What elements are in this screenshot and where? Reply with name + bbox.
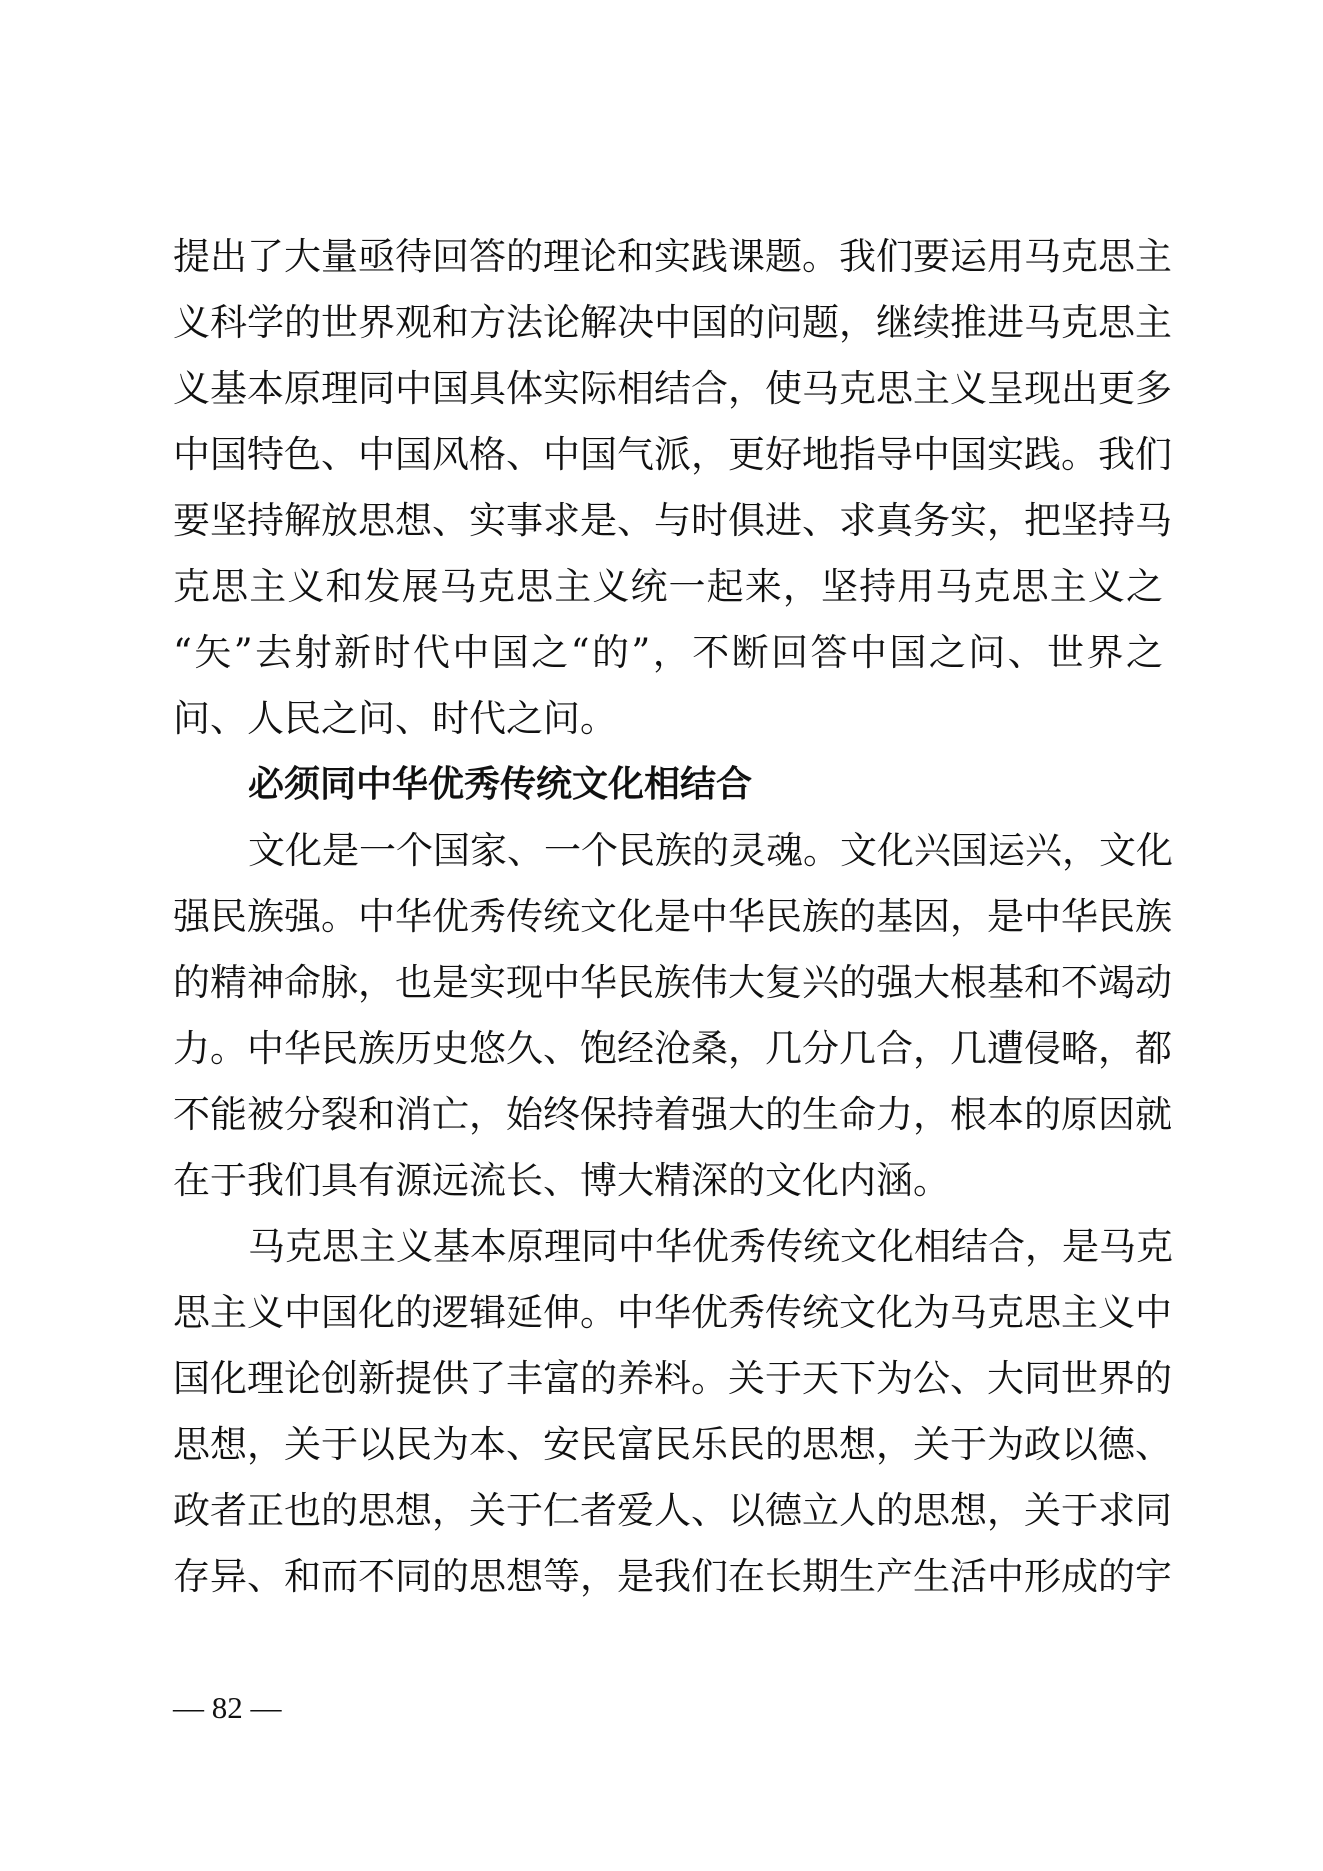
text-line: 中国特色、中国风格、中国气派，更好地指导中国实践。我们 [173,433,1172,476]
text-line: 的精神命脉，也是实现中华民族伟大复兴的强大根基和不竭动 [173,961,1172,1004]
paragraph-culture [173,818,1173,1214]
document-body [173,224,1173,1610]
text-line: “矢”去射新时代中国之“的”，不断回答中国之问、世界之 [173,631,1163,674]
text-line: 要坚持解放思想、实事求是、与时俱进、求真务实，把坚持马 [173,499,1172,542]
text-line: 思主义中国化的逻辑延伸。中华优秀传统文化为马克思主义中 [173,1291,1172,1334]
text-line: 政者正也的思想，关于仁者爱人、以德立人的思想，关于求同 [173,1489,1172,1532]
section-heading: 必须同中华优秀传统文化相结合 [248,764,753,805]
paragraph-continued [173,224,1172,752]
text-line: 在于我们具有源远流长、博大精深的文化内涵。 [173,1159,950,1202]
text-line: 思想，关于以民为本、安民富民乐民的思想，关于为政以德、 [173,1423,1172,1466]
text-line: 义科学的世界观和方法论解决中国的问题，继续推进马克思主 [173,301,1172,344]
text-line: 国化理论创新提供了丰富的养料。关于天下为公、大同世界的 [173,1357,1172,1400]
text-line: 克思主义和发展马克思主义统一起来，坚持用马克思主义之 [173,565,1163,608]
text-line: 不能被分裂和消亡，始终保持着强大的生命力，根本的原因就 [173,1093,1172,1136]
text-line: 义基本原理同中国具体实际相结合，使马克思主义呈现出更多 [173,367,1172,410]
text-line: 提出了大量亟待回答的理论和实践课题。我们要运用马克思主 [173,235,1172,278]
text-line: 强民族强。中华优秀传统文化是中华民族的基因，是中华民族 [173,895,1172,938]
text-line: 问、人民之问、时代之问。 [173,697,617,740]
text-line: 存异、和而不同的思想等，是我们在长期生产生活中形成的宇 [173,1555,1172,1598]
text-line: 文化是一个国家、一个民族的灵魂。文化兴国运兴，文化 [248,829,1173,872]
text-line: 马克思主义基本原理同中华优秀传统文化相结合，是马克 [248,1225,1173,1268]
text-line: 力。中华民族历史悠久、饱经沧桑，几分几合，几遭侵略，都 [173,1027,1172,1070]
paragraph-marxism-culture [173,1214,1173,1610]
page-number: — 82 — [173,1690,282,1725]
